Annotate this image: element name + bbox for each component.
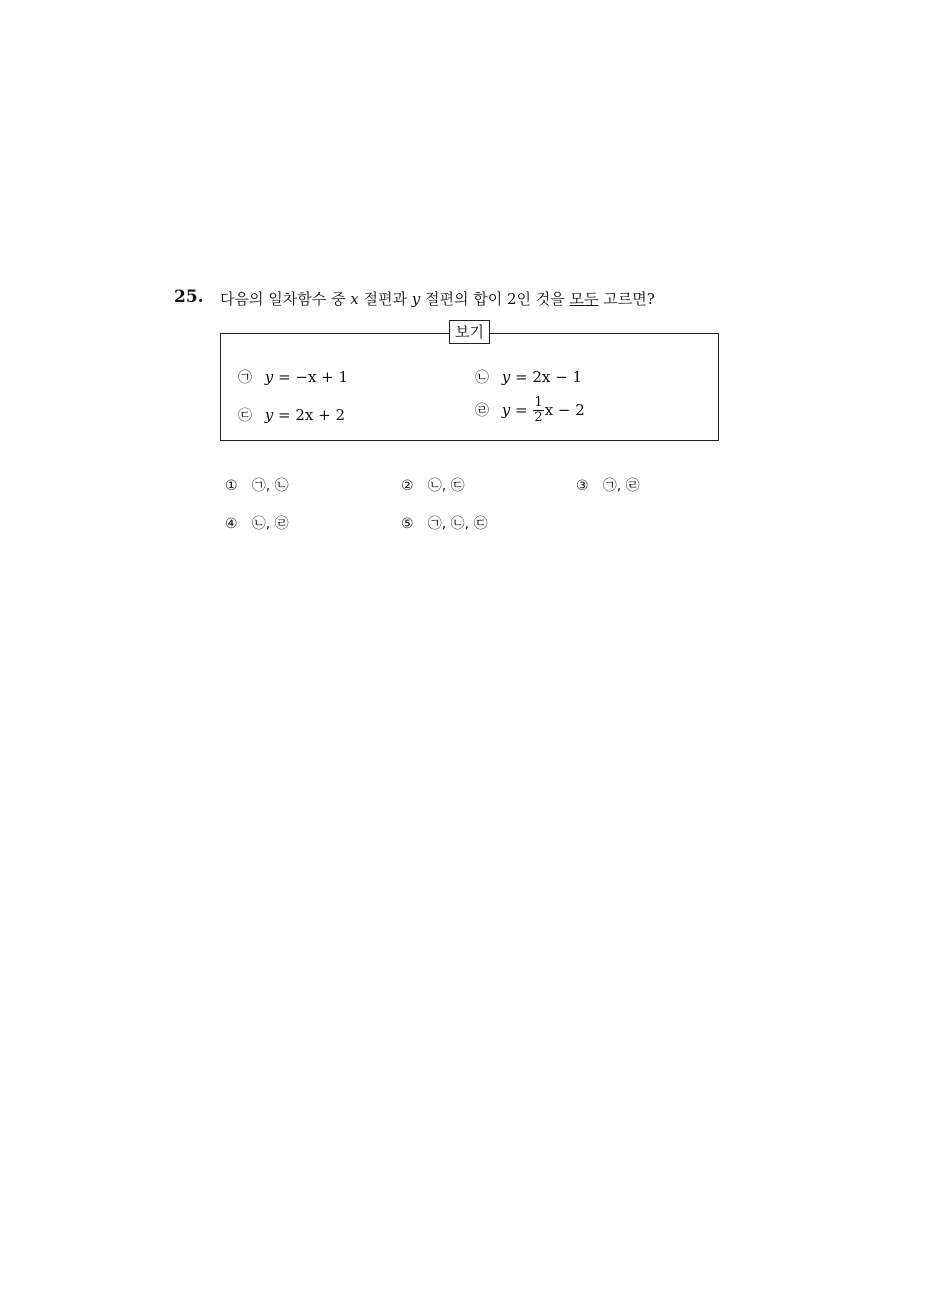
option-number: ① bbox=[225, 478, 238, 494]
question-stem bbox=[220, 288, 655, 309]
stem-emphasis: 모두 bbox=[569, 290, 599, 308]
item-equation bbox=[265, 406, 345, 424]
example-item-4 bbox=[475, 396, 585, 425]
item-equation bbox=[502, 368, 582, 386]
option-label: ㉠, ㉡ bbox=[251, 478, 289, 494]
option-number: ⑤ bbox=[401, 516, 414, 532]
item-marker: ㉠ bbox=[238, 370, 252, 386]
option-number: ④ bbox=[225, 516, 238, 532]
stem-text-1: 다음의 일차함수 중 bbox=[220, 290, 351, 308]
stem-var-y: y bbox=[411, 290, 421, 308]
stem-text-2: 절편과 bbox=[358, 290, 412, 308]
fraction-numerator: 1 bbox=[534, 395, 543, 410]
fraction bbox=[533, 396, 543, 425]
stem-text-3: 절편의 합이 2인 것을 bbox=[420, 290, 570, 308]
option-number: ② bbox=[401, 478, 414, 494]
eq-lhs: y bbox=[501, 400, 511, 419]
item-marker: ㉡ bbox=[475, 370, 489, 386]
item-marker: ㉣ bbox=[475, 402, 489, 419]
item-equation bbox=[265, 368, 348, 386]
eq-lhs: y bbox=[264, 368, 274, 386]
eq-rhs: = 2x + 2 bbox=[278, 406, 346, 424]
stem-var-x: x bbox=[350, 290, 359, 308]
example-item-2 bbox=[475, 367, 582, 387]
answer-option-4[interactable] bbox=[225, 513, 289, 533]
eq-rhs: = −x + 1 bbox=[278, 368, 349, 386]
eq-equals: = bbox=[515, 400, 528, 419]
eq-lhs: y bbox=[501, 368, 511, 386]
item-equation bbox=[501, 395, 585, 425]
answer-option-3[interactable] bbox=[576, 475, 640, 495]
option-label: ㉡, ㉢ bbox=[427, 478, 465, 494]
option-label: ㉡, ㉣ bbox=[251, 516, 289, 532]
eq-rhs: = 2x − 1 bbox=[515, 368, 583, 386]
answer-option-5[interactable] bbox=[401, 513, 488, 533]
fraction-denominator: 2 bbox=[534, 410, 543, 425]
option-label: ㉠, ㉡, ㉢ bbox=[427, 516, 488, 532]
example-item-1 bbox=[238, 367, 348, 387]
example-box-title: 보기 bbox=[449, 320, 490, 344]
question-number: 25. bbox=[174, 287, 204, 307]
answer-option-2[interactable] bbox=[401, 475, 465, 495]
item-marker: ㉢ bbox=[238, 408, 252, 424]
example-item-3 bbox=[238, 405, 345, 425]
option-label: ㉠, ㉣ bbox=[602, 478, 640, 494]
stem-text-4: 고르면? bbox=[598, 290, 655, 308]
eq-lhs: y bbox=[264, 406, 274, 424]
answer-option-1[interactable] bbox=[225, 475, 289, 495]
option-number: ③ bbox=[576, 478, 589, 494]
eq-rhs: x − 2 bbox=[544, 400, 585, 419]
